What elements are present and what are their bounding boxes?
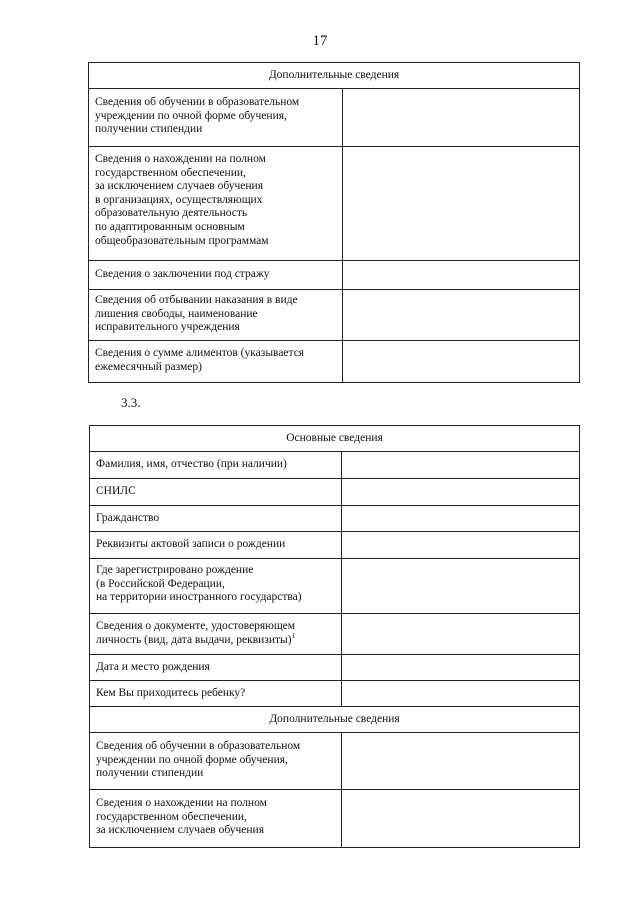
- table-row: [90, 559, 580, 614]
- field-value-birth-registration[interactable]: [342, 559, 580, 614]
- table-row: [90, 614, 580, 655]
- field-value-identity-document[interactable]: [342, 614, 580, 655]
- field-value-full-name[interactable]: [342, 452, 580, 479]
- table-row: [90, 479, 580, 506]
- field-label-birth-date-place: Дата и место рождения: [90, 655, 342, 681]
- field-value-custody[interactable]: [343, 261, 580, 290]
- field-label-imprisonment: Сведения об отбывании наказания в виде лишения свободы, наименование исправительного учреждения: [89, 290, 343, 341]
- additional-info-table: [88, 62, 580, 383]
- field-value-education[interactable]: [343, 89, 580, 147]
- field-label-alimony: Сведения о сумме алиментов (указывается ежемесячный размер): [89, 341, 343, 383]
- table-row: [89, 290, 580, 341]
- field-value-snils[interactable]: [342, 479, 580, 506]
- field-label-state-support: Сведения о нахождении на полном государственном обеспечении, за исключением случаев обучения: [90, 790, 342, 848]
- table-row: [89, 261, 580, 290]
- section-title-additional: Дополнительные сведения: [89, 63, 580, 89]
- field-value-imprisonment[interactable]: [343, 290, 580, 341]
- table-row: [90, 733, 580, 790]
- field-value-birth-record[interactable]: [342, 532, 580, 559]
- field-label-citizenship: Гражданство: [90, 506, 342, 532]
- field-label-full-name: Фамилия, имя, отчество (при наличии): [90, 452, 342, 479]
- field-label-state-support: Сведения о нахождении на полном государственном обеспечении, за исключением случаев обучения в организациях, осуществляющих образовательную деятельность по адаптированным основным общеобразовательным программам: [89, 147, 343, 261]
- field-value-birth-date-place[interactable]: [342, 655, 580, 681]
- field-value-citizenship[interactable]: [342, 506, 580, 532]
- table-row: [90, 655, 580, 681]
- subsection-number: 3.3.: [121, 395, 141, 410]
- main-info-table: [89, 425, 580, 848]
- field-label-snils: СНИЛС: [90, 479, 342, 506]
- table-row: [89, 341, 580, 383]
- section-title-additional: Дополнительные сведения: [90, 707, 580, 733]
- field-value-state-support[interactable]: [343, 147, 580, 261]
- field-label-identity-document: [90, 614, 342, 655]
- field-value-alimony[interactable]: [343, 341, 580, 383]
- table-row: [90, 452, 580, 479]
- table-row: [90, 532, 580, 559]
- page-number: 17: [312, 33, 328, 49]
- identity-document-text: Сведения о документе, удостоверяющем личность (вид, дата выдачи, реквизиты): [96, 620, 296, 646]
- field-value-relation-to-child[interactable]: [342, 681, 580, 707]
- field-label-custody: Сведения о заключении под стражу: [89, 261, 343, 290]
- field-label-education: Сведения об обучении в образовательном учреждении по очной форме обучения, получении стипендии: [89, 89, 343, 147]
- field-label-relation-to-child: Кем Вы приходитесь ребенку?: [90, 681, 342, 707]
- field-value-state-support[interactable]: [342, 790, 580, 848]
- table-row: [89, 89, 580, 147]
- table-row: [89, 147, 580, 261]
- table-row: [90, 790, 580, 848]
- field-value-education[interactable]: [342, 733, 580, 790]
- section-title-main: Основные сведения: [90, 426, 580, 452]
- footnote-marker: 1: [291, 631, 296, 640]
- field-label-birth-record: Реквизиты актовой записи о рождении: [90, 532, 342, 559]
- field-label-education: Сведения об обучении в образовательном учреждении по очной форме обучения, получении стипендии: [90, 733, 342, 790]
- table-row: [90, 681, 580, 707]
- table-row: [90, 506, 580, 532]
- field-label-birth-registration: Где зарегистрировано рождение (в Российской Федерации, на территории иностранного государства): [90, 559, 342, 614]
